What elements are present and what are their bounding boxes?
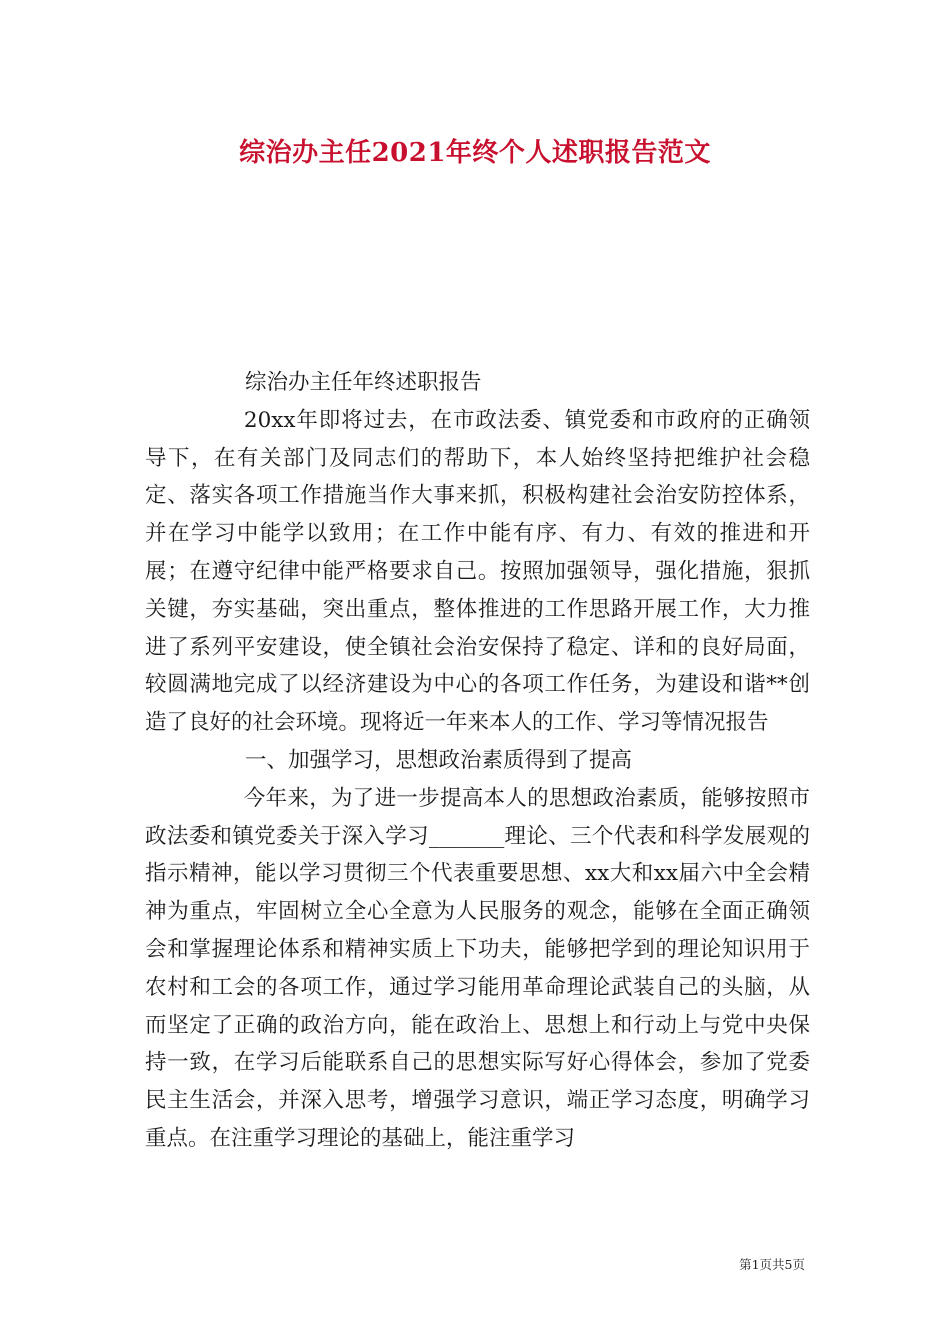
section-heading-1: 一、加强学习，思想政治素质得到了提高 [245, 747, 633, 773]
paragraph-section-1: 今年来，为了进一步提高本人的思想政治素质，能够按照市政法委和镇党委关于深入学习_______理论、三个代表和科学发展观的指示精神，能以学习贯彻三个代表重要思想、xx大和xx届六中全会精神为重点，牢固树立全心全意为人民服务的观念，能够在全面正确领会和掌握理论体系和精神实质上下功夫，能够把学到的理论知识用于农村和工会的各项工作，通过学习能用革命理论武装自己的头脑，从而坚定了正确的政治方向，能在政治上、思想上和行动上与党中央保持一致，在学习后能联系自己的思想实际写好心得体会，参加了党委民主生活会，并深入思考，增强学习意识，端正学习态度，明确学习重点。在注重学习理论的基础上，能注重学习 [145, 785, 810, 1151]
document-subtitle: 综治办主任年终述职报告 [245, 370, 482, 395]
document-body [145, 364, 810, 1158]
paragraph-intro: 20xx年即将过去，在市政法委、镇党委和市政府的正确领导下，在有关部门及同志们的帮助下，本人始终坚持把维护社会稳定、落实各项工作措施当作大事来抓，积极构建社会治安防控体系，并在学习中能学以致用；在工作中能有序、有力、有效的推进和开展；在遵守纪律中能严格要求自己。按照加强领导，强化措施，狠抓关键，夯实基础，突出重点，整体推进的工作思路开展工作，大力推进了系列平安建设，使全镇社会治安保持了稳定、详和的良好局面，较圆满地完成了以经济建设为中心的各项工作任务，为建设和谐**创造了良好的社会环境。现将近一年来本人的工作、学习等情况报告 [145, 407, 810, 736]
document-title: 综治办主任2021年终个人述职报告范文 [239, 138, 711, 168]
page-indicator: 第1页共5页 [739, 1257, 805, 1272]
